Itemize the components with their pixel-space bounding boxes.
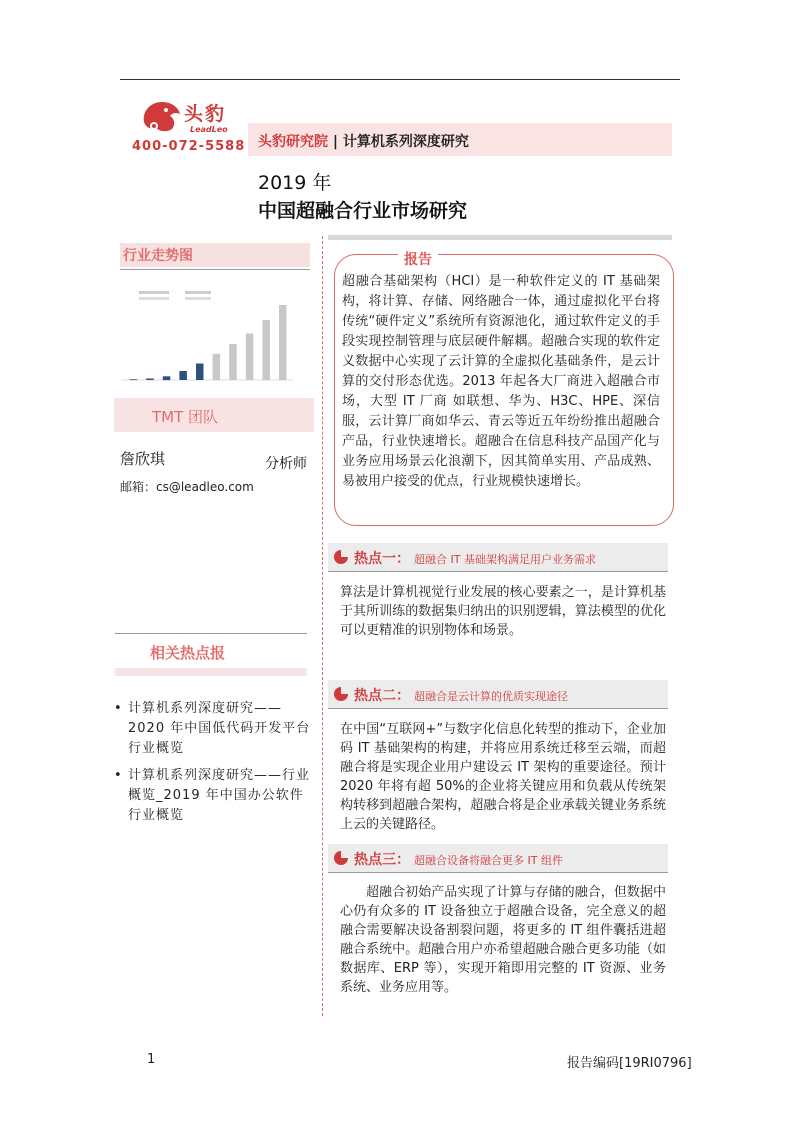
- trend-rule: [120, 269, 310, 270]
- report-top-bar: [328, 235, 672, 240]
- trend-chart: [115, 283, 295, 383]
- hotspot-label: 热点三：: [354, 852, 410, 868]
- report-code: 报告编码[19RI0796]: [567, 1056, 692, 1071]
- chart-bar: [279, 305, 287, 380]
- logo-en-text: LeadLeo: [190, 125, 228, 134]
- hotspot-label: 热点二：: [354, 688, 410, 704]
- chart-bar: [196, 364, 204, 381]
- hotspot-header-1: [328, 543, 668, 571]
- related-item[interactable]: • 计算机系列深度研究——2020 年中国低代码开发平台行业概览: [114, 699, 314, 759]
- hotspot-text-2: 在中国“互联网+”与数字化信息化转型的推动下，企业加码 IT 基础架构的构建，并将应用系统迁移至云端，而超融合将是实现企业用户建设云 IT 架构的重要途径。预计 2020 年将有超 50%的企业将关键应用和负载从传统架构转移到超融合架构，超融合将是企业承载关键业务系统上云的关键路径。: [340, 722, 666, 832]
- hotspot-subtitle: 超融合设备将融合更多 IT 组件: [414, 854, 563, 867]
- hotspot-text-3: 超融合初始产品实现了计算与存储的融合，但数据中心仍有众多的 IT 设备独立于超融合设备，完全意义的超融合需要解决设备割裂问题，将更多的 IT 组件囊括进超融合系统中。超融合用户亦希望超融合融合更多功能（如数据库、ERP 等），实现开箱即用完整的 IT 资源、业务系统、业务应用等。: [340, 885, 666, 995]
- report-label: 报告: [398, 249, 438, 269]
- column-divider: [322, 236, 323, 1016]
- team-heading: TMT 团队: [152, 408, 219, 426]
- chart-bar: [246, 334, 254, 381]
- related-rule: [115, 633, 307, 634]
- header-separator: |: [332, 134, 338, 150]
- chart-bar: [163, 376, 171, 380]
- chart-legend-right-2: [185, 297, 211, 300]
- related-band: [115, 668, 307, 676]
- chart-bar: [130, 379, 138, 380]
- page-number: 1: [147, 1052, 156, 1067]
- chart-bar: [229, 344, 237, 380]
- related-item[interactable]: • 计算机系列深度研究——行业概览_2019 年中国办公软件行业概览: [114, 766, 314, 826]
- hotspot-rule: [328, 708, 668, 709]
- analyst-role: 分析师: [265, 456, 307, 472]
- leopard-icon: [140, 96, 184, 136]
- chart-legend-right: [185, 291, 211, 294]
- related-list: [114, 699, 314, 833]
- hotspot-rule: [328, 872, 668, 873]
- chart-bar: [262, 320, 270, 380]
- pie-icon: [334, 687, 348, 701]
- hotspot-label: 热点一：: [354, 551, 410, 567]
- report-year: 2019 年: [258, 172, 332, 194]
- series-name: 计算机系列深度研究: [342, 134, 469, 150]
- trend-section-header: [120, 243, 310, 267]
- report-summary: 超融合基础架构（HCI）是一种软件定义的 IT 基础架构，将计算、存储、网络融合一体，通过虚拟化平台将传统“硬件定义”系统所有资源池化，通过软件定义的手段实现控制管理与底层硬件解耦。超融合实现的软件定义数据中心实现了云计算的全虚拟化基础条件，是云计算的交付形态优选。2013 年起各大厂商进入超融合市场，大型 IT 厂商 如联想、华为、H3C、HPE、深信服，云计算厂商如华云、青云等近五年纷纷推出超融合产品，行业快速增长。超融合在信息科技产品国产化与业务应用场景云化浪潮下，因其简单实用、产品成熟、易被用户接受的优点，行业规模快速增长。: [342, 274, 660, 489]
- hotspot-subtitle: 超融合是云计算的优质实现途径: [414, 690, 568, 703]
- pie-icon: [334, 851, 348, 865]
- team-section-header: [114, 398, 314, 432]
- trend-heading: 行业走势图: [123, 248, 193, 264]
- chart-legend-left: [139, 291, 169, 294]
- report-title: 中国超融合行业市场研究: [258, 200, 468, 222]
- hotspot-rule: [328, 571, 668, 572]
- chart-bar: [179, 371, 187, 380]
- pie-icon: [334, 550, 348, 564]
- logo-cn-text: 头豹: [184, 103, 227, 125]
- analyst-email[interactable]: 邮箱：cs@leadleo.com: [120, 480, 254, 494]
- phone-number: 400-072-5588: [132, 139, 246, 154]
- hotspot-text-1: 算法是计算机视觉行业发展的核心要素之一，是计算机基于其所训练的数据集归纳出的识别逻辑，算法模型的优化可以更精准的识别物体和场景。: [340, 585, 666, 638]
- chart-legend-left-2: [139, 297, 169, 300]
- chart-bar: [146, 379, 154, 381]
- institute-name: 头豹研究院: [258, 134, 328, 150]
- header-line: [258, 131, 469, 151]
- chart-bar: [213, 354, 221, 380]
- hotspot-header-3: [328, 844, 668, 872]
- hotspot-subtitle: 超融合 IT 基础架构满足用户业务需求: [414, 553, 596, 566]
- related-heading: 相关热点报: [150, 644, 226, 662]
- hotspot-header-2: [328, 680, 668, 708]
- analyst-name: 詹欣琪: [120, 450, 166, 468]
- top-rule: [120, 79, 680, 80]
